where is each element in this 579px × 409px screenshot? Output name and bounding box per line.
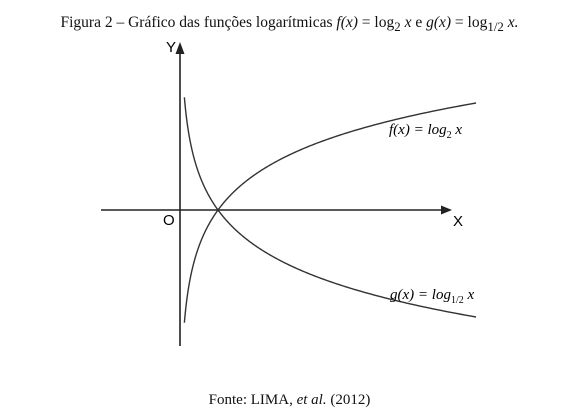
origin-label: O	[163, 212, 175, 229]
x-axis-arrow	[441, 206, 452, 215]
caption-g-lhs: g(x)	[426, 14, 452, 31]
y-axis-label: Y	[166, 39, 177, 56]
f-curve-label: $f(x) = \log_2 x$	[389, 122, 463, 141]
figure-source: Fonte: LIMA, et al. (2012)	[208, 392, 371, 408]
caption-f-lhs: f(x)	[336, 14, 358, 31]
g-curve-label: $g(x) = \log_{1/2} x$	[390, 287, 475, 306]
y-axis-arrow	[176, 42, 185, 54]
x-axis-label: X	[453, 213, 464, 230]
figure-caption: Figura 2 – Gráfico das funções logarítmicas $f(x) = \log_2 x$ e $g(x) = \log_{1/2} x$.	[60, 14, 519, 35]
